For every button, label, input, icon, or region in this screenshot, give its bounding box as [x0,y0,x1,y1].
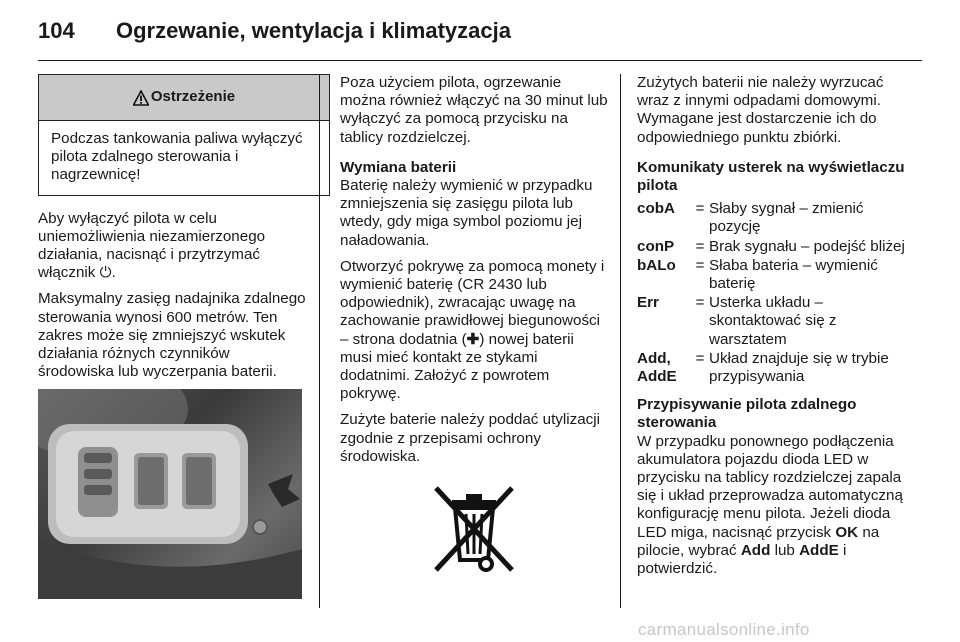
page-header [38,16,922,56]
warning-header [39,75,329,121]
page-number: 104 [38,18,75,43]
message-description: Układ znajduje się w trybie przypisywania [709,349,905,386]
recycle-bin-wrap [340,478,608,578]
message-equals: = [691,349,709,386]
watermark: carmanualsonline.info [638,620,810,639]
col2-paragraph-3: Otworzyć pokrywę za pomocą monety i wymienić baterię (CR 2430 lub odpowiednik), zwracając uwagę na zachowanie prawidłowej biegunowości – strona dodatnia (✚) nowej baterii musi mieć kontakt ze stykami dodatnimi. Założyć z powrotem pokrywę. [340,257,605,403]
message-description: Słaby sygnał – zmienić pozycję [709,200,905,237]
message-equals: = [691,294,709,350]
message-row [637,256,905,293]
warning-title: Ostrzeżenie [150,88,236,106]
message-description: Brak sygnału – podejść bliżej [709,237,905,255]
message-code: Add, AddE [637,349,691,386]
power-icon: ⏻ [99,264,112,282]
plus-icon: ✚ [466,330,480,348]
warning-text: Podczas tankowania paliwa wyłączyć pilota zdalnego sterowania i nagrzewnicę! [51,130,303,184]
chapter-title: Ogrzewanie, wentylacja i klimatyzacja [116,18,511,43]
message-equals: = [691,200,709,237]
column-2 [340,74,608,578]
column-3 [637,74,905,586]
dashboard-illustration [38,389,302,599]
message-code: cobA [637,200,691,237]
message-row [637,237,905,256]
col1-paragraph-1: Aby wyłączyć pilota w celu uniemożliwienia niezamierzonego działania, nacisnąć i przytrzymać włącznik ⏻. [38,209,266,282]
message-code: conP [637,237,691,256]
message-equals: = [691,256,709,293]
message-row [637,294,905,350]
assign-section-title: Przypisywanie pilota zdalnego sterowania [637,396,857,432]
crossed-bin-icon [424,478,524,578]
battery-section-title: Wymiana baterii [340,158,457,176]
message-description: Usterka układu – skontaktować się z warsztatem [709,294,905,350]
col3-paragraph-2: W przypadku ponownego podłączenia akumulatora pojazdu dioda LED w przycisku na tablicy rozdzielczej zapala się i układ przeprowadza automatyczną konfigurację menu pilota. Jeżeli dioda LED miga, nacisnąć przycisk OK na pilocie, wybrać Add lub AddE i potwierdzić. [637,432,903,578]
message-code: Err [637,294,691,350]
messages-section-title: Komunikaty usterek na wyświetlaczu pilota [637,158,905,195]
col1-paragraph-2: Maksymalny zasięg nadajnika zdalnego sterowania wynosi 600 metrów. Ten zakres może się zmniejszyć wskutek działania różnych czynników środowiska lub wyczerpania baterii. [38,290,306,381]
col2-paragraph-1: Poza użyciem pilota, ogrzewanie można również włączyć na 30 minut lub wyłączyć za pomocą przycisku na tablicy rozdzielczej. [340,74,608,146]
column-1 [38,74,306,599]
warning-box [38,74,330,196]
col3-paragraph-1: Zużytych baterii nie należy wyrzucać wraz z innymi odpadami domowymi. Wymagane jest dostarczenie ich do odpowiedniego punktu zbiórki. [637,74,884,146]
header-rule [38,60,922,61]
col2-paragraph-4: Zużyte baterie należy poddać utylizacji zgodnie z przepisami ochrony środowiska. [340,411,601,465]
dashboard-button-photo [38,389,302,599]
column-divider-2 [620,74,621,608]
adde-label: AddE [799,541,839,559]
add-label: Add [740,541,771,559]
message-code: bALo [637,256,691,293]
col2-paragraph-2: Baterię należy wymienić w przypadku zmniejszenia się zasięgu pilota lub wtedy, gdy miga symbol poziomu jej naładowania. [340,177,593,249]
message-row [637,200,905,237]
ok-label: OK [835,523,859,541]
warning-triangle-icon [133,90,149,106]
messages-table [637,199,905,386]
column-divider-1 [319,74,320,608]
message-row [637,349,905,386]
message-description: Słaba bateria – wymienić baterię [709,256,905,293]
message-equals: = [691,237,709,256]
